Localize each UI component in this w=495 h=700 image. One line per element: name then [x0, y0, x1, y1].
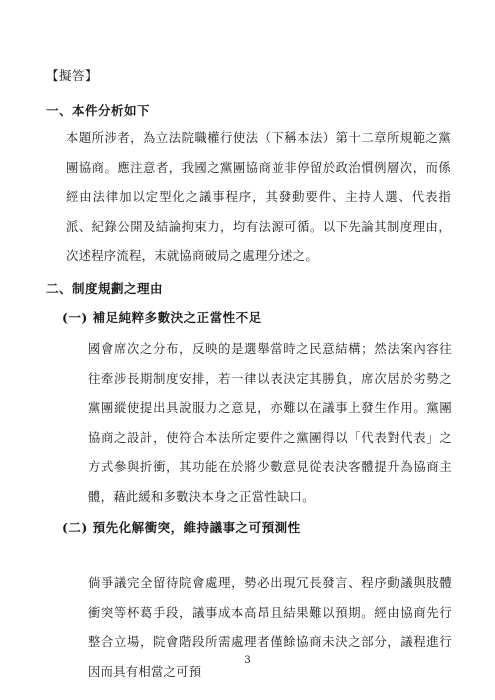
subsection-1-paragraph: 國會席次之分布，反映的是選舉當時之民意結構；然法案內容往往牽涉長期制度安排，若一律以表決定其勝負，席次居於劣勢之黨團縱使提出具說服力之意見，亦難以在議事上發生作用。黨團協商之設計，使符合本法所定要件之黨團得以「代表對代表」之方式參與折衝，其功能在於將少數意見從表決客體提升為協商主體，藉此緩和多數決本身之正當性缺口。: [88, 342, 452, 504]
subsection-heading-2: (二) 預先化解衝突，維持議事之可預測性: [62, 520, 301, 535]
subsection-2-paragraph: 倘爭議完全留待院會處理，勢必出現冗長發言、程序動議與肢體衝突等杯葛手段，議事成本高昂且結果難以預期。經由協商先行整合立場，院會階段所需處理者僅餘協商未決之部分，議程進行因而具有相當之可預: [88, 576, 452, 679]
page-number: 3: [244, 655, 251, 666]
section-heading-2: 二、制度規劃之理由: [46, 281, 164, 296]
section-heading-1: 一、本件分析如下: [46, 103, 151, 118]
section-1-paragraph: 本題所涉者，為立法院職權行使法（下稱本法）第十二章所規範之黨團協商。應注意者，我國之黨團協商並非停留於政治慣例層次，而係經由法律加以定型化之議事程序，其發動要件、主持人選、代表指派、紀錄公開及結論拘束力，均有法源可循。以下先論其制度理由，次述程序流程，末就協商破局之處理分述之。: [66, 131, 451, 264]
subsection-heading-1: (一) 補足純粹多數決之正當性不足: [62, 310, 262, 325]
answer-label: 【擬答】: [46, 68, 99, 83]
